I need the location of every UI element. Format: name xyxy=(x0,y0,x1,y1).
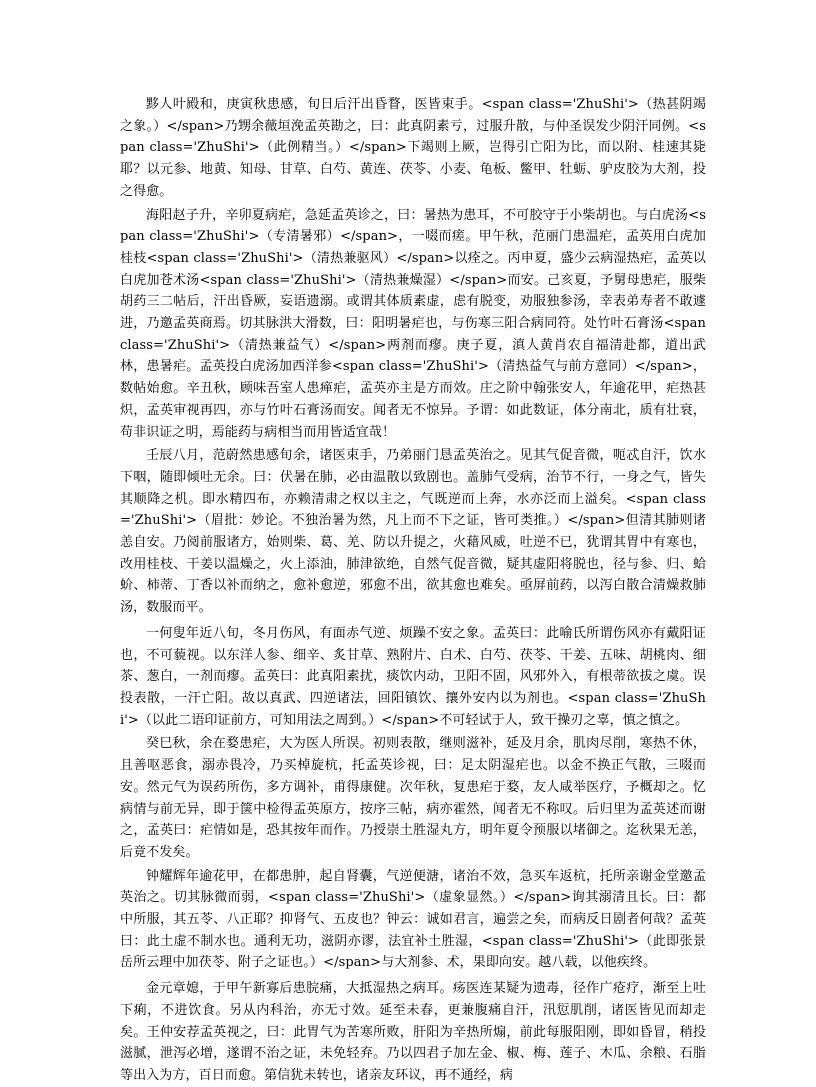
paragraph: 一何叟年近八旬，冬月伤风，有面赤气逆、烦躁不安之象。孟英曰：此喻氏所谓伤风亦有戴阳证也，不可藐视。以东洋人参、细辛、炙甘草、熟附片、白术、白芍、茯苓、干姜、五味、胡桃肉、细茶、葱白，一剂而瘳。孟英曰：此真阳素扰，痰饮内动，卫阳不固，风邪外入，有根蒂欲拔之虞。误投表散，一汗亡阳。故以真武、四逆诸法，回阳镇饮、攘外安内以为剂也。<span class='ZhuShi'>（以此二语印证前方，可知用法之周到。）</span>不可轻试于人，致干操刃之辜，慎之慎之。 xyxy=(120,625,706,728)
paragraph: 海阳赵子升，辛卯夏病疟，急延孟英诊之，曰：暑热为患耳，不可胶守于小柴胡也。与白虎汤<span class='ZhuShi'>（专清暑邪）</span>，一啜而瘥。甲午秋，范丽门患温疟，孟英用白虎加桂枝<span class='ZhuShi'>（清热兼驱风）</span>以痊之。丙申夏，盛少云病湿热疟，孟英以白虎加苍术汤<span class='ZhuShi'>（清热兼燥湿）</span>而安。己亥夏，予舅母患疟，服柴胡药三二帖后，汗出昏厥，妄语遗溺。或谓其体质素虚，虑有脱变，劝服独参汤，幸表弟寿者不敢遽进，乃邀孟英商焉。切其脉洪大滑数，曰：阳明暑疟也，与伤寒三阳合病同符。处竹叶石膏汤<span class='ZhuShi'>（清热兼益气）</span>两剂而瘳。庚子夏，滇人黄肖农自福清赴都，道出武林，患暑疟。孟英投白虎汤加西洋参<span class='ZhuShi'>（清热益气与前方意同）</span>，数帖始愈。辛丑秋，顾味吾室人患瘅疟，孟英亦主是方而效。庄之阶中翰张安人，年逾花甲，疟热甚炽，孟英审视再四，亦与竹叶石膏汤而安。闻者无不惊异。予谓：如此数证，体分南北，质有壮衰，苟非识证之明，焉能药与病相当而用皆适宜哉！ xyxy=(120,207,706,440)
paragraph: 癸巳秋，余在婺患疟，大为医人所误。初则表散，继则滋补，延及月余，肌肉尽削，寒热不休，且善呕恶食，溺赤畏冷，乃买棹旋杭，托孟英诊视，曰：足太阴湿疟也。以金不换正气散，三啜而安。然元气为误药所伤，多方调补，甫得康健。次年秋，复患疟于婺，友人咸举医疗，予概却之。忆病情与前无异，即于箧中检得孟英原方，按序三帖，病亦霍然，闻者无不称叹。后归里为孟英述而谢之，孟英曰：疟情如是，恐其按年而作。乃授崇土胜湿丸方，明年夏令预服以堵御之。迄秋果无恙，后竟不发矣。 xyxy=(120,736,706,860)
paragraph: 黟人叶殿和，庚寅秋患感，旬日后汗出昏瞀，医皆束手。<span class='ZhuShi'>（热甚阴竭之象。）</span>乃甥余薇垣浼孟英勘之，曰：此真阴素亏，过服升散，与仲圣误发少阴汗同例。<span class='ZhuShi'>（此例精当。）</span>下竭则上厥，岂得引亡阳为比，而以附、桂速其毙耶？以元参、地黄、知母、甘草、白芍、黄连、茯苓、小麦、龟板、鳖甲、牡蛎、驴皮胶为大剂，投之得愈。 xyxy=(120,97,706,199)
paragraph: 壬辰八月，范蔚然患感旬余，诸医束手，乃弟丽门恳孟英治之。见其气促音微，呃忒自汗，饮水下咽，随即倾吐无余。曰：伏暑在肺，必由温散以致剧也。盖肺气受病，治节不行，一身之气，皆失其顺降之机。即水精四布，亦赖清肃之权以主之，气既逆而上奔，水亦泛而上溢矣。<span class='ZhuShi'>（眉批：妙论。不独治暑为然，凡上而不下之证，皆可类推。）</span>但清其肺则诸恙自安。乃阅前服诸方，始则柴、葛、羌、防以升提之，火藉风威，吐逆不已，犹谓其胃中有寒也，改用桂枝、干姜以温燥之，火上添油，肺津欲绝，自然气促音微，疑其虚阳将脱也，径与参、归、蛤蚧、柿蒂、丁香以补而纳之，愈补愈逆，邪愈不出，欲其愈也难矣。亟屏前药，以泻白散合清燥救肺汤，数服而平。 xyxy=(120,448,706,616)
paragraph: 金元章媳，于甲午新寡后患脘痛，大抵湿热之病耳。疡医连某疑为遗毒，径作广疮疗，渐至上吐下痢，不进饮食。另从内科治，亦无寸效。延至未春，更兼腹痛自汗，汛愆肌削，诸医皆见而却走矣。王仲安荐孟英视之，曰：此胃气为苦寒所败，肝阳为辛热所煽，前此每服阳刚，即如昏冒，稍投滋腻，泄泻必增，遂谓不治之证，未免轻弃。乃以四君子加左金、椒、梅、莲子、木瓜、余粮、石脂等出入为方，百日而愈。第信犹未转也，诸亲友环议，再不通经，病 xyxy=(120,981,706,1083)
paragraph: 钟耀辉年逾花甲，在都患肿，起自肾囊，气逆便溏，诸治不效，急买车返杭，托所亲谢金堂邀孟英治之。切其脉微而弱，<span class='ZhuShi'>（虚象显然。）</span>询其溺清且长。曰：都中所服，其五苓、八正耶？抑肾气、五皮也？钟云：诚如君言，遍尝之矣，而病反日剧者何哉？孟英曰：此土虚不制水也。通利无功，滋阴亦谬，法宜补土胜湿，<span class='ZhuShi'>（此即张景岳所云理中加茯苓、附子之证也。）</span>与大剂参、术，果即向安。越八载，以他疾终。 xyxy=(120,868,706,971)
